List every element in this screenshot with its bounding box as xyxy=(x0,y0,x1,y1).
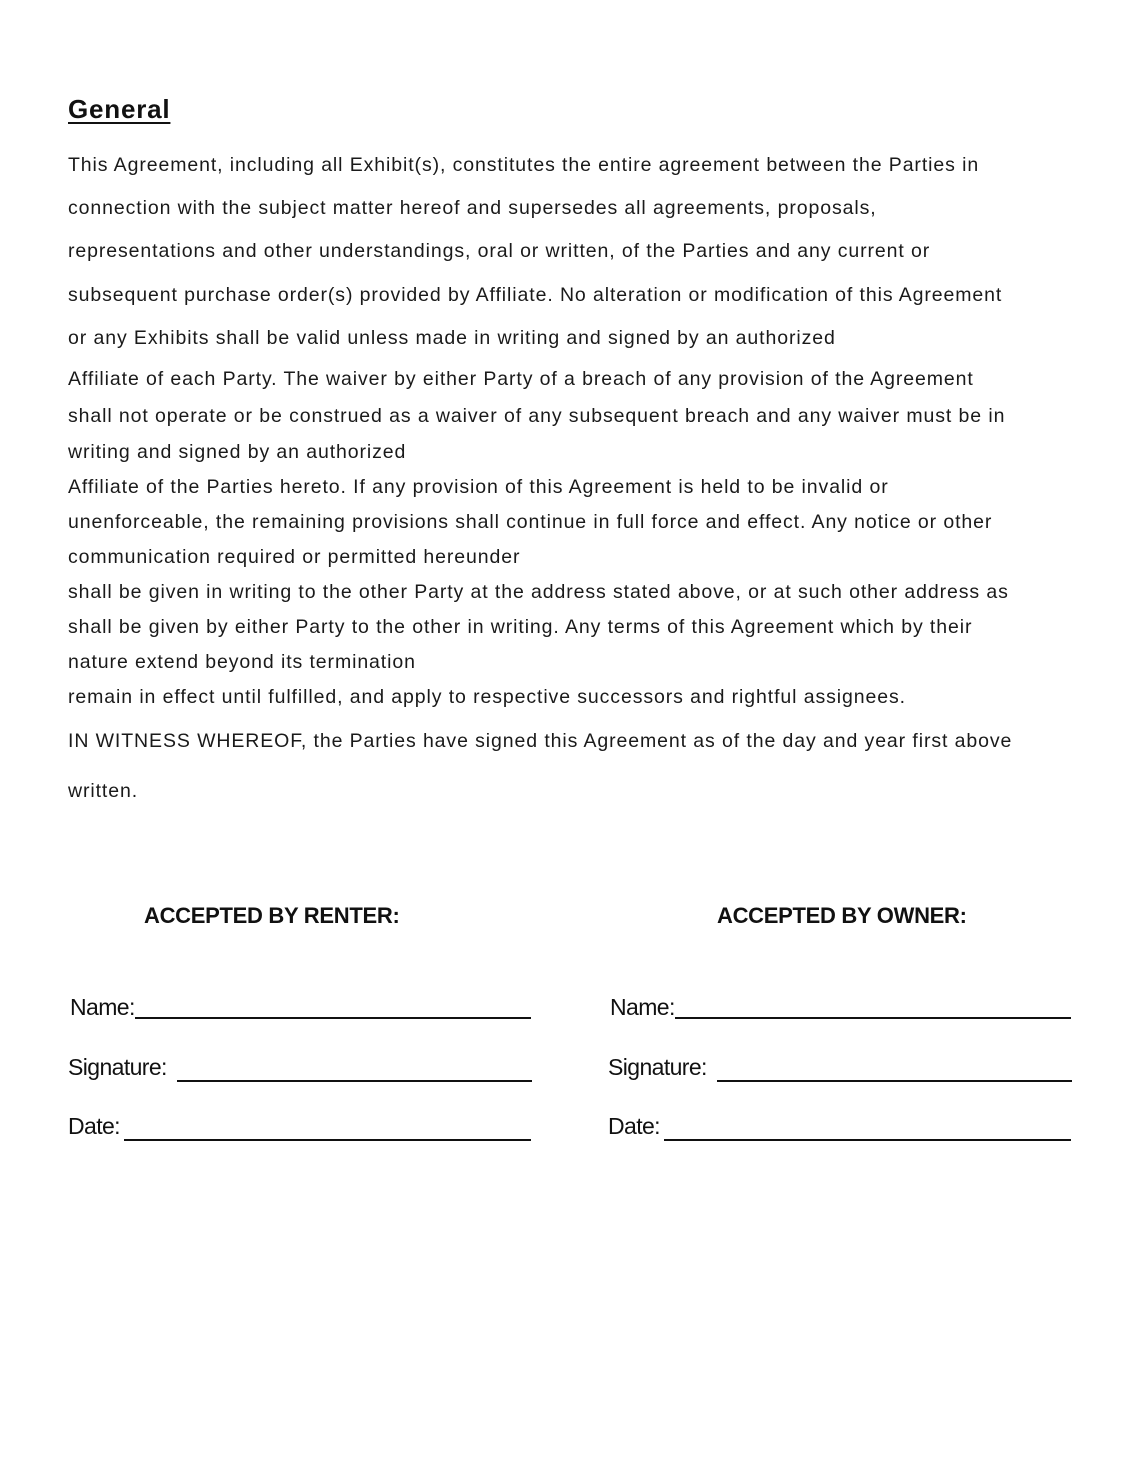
renter-accept-title: ACCEPTED BY RENTER: xyxy=(144,903,400,928)
body-line: connection with the subject matter hereof and supersedes all agreements, proposals, xyxy=(68,197,877,219)
body-line: communication required or permitted hereunder xyxy=(68,546,521,568)
renter-signature-label: Signature: xyxy=(68,1054,167,1080)
body-line: subsequent purchase order(s) provided by Affiliate. No alteration or modification of this Agreement xyxy=(68,284,1003,306)
witness-line: written. xyxy=(68,780,139,802)
body-line: Affiliate of each Party. The waiver by either Party of a breach of any provision of the Agreement xyxy=(68,368,974,390)
witness-line: IN WITNESS WHEREOF, the Parties have signed this Agreement as of the day and year first above xyxy=(68,730,1013,752)
body-line: shall be given in writing to the other Party at the address stated above, or at such other address as xyxy=(68,581,1009,603)
renter-name-label: Name: xyxy=(70,994,135,1020)
owner-accept-title: ACCEPTED BY OWNER: xyxy=(717,903,967,928)
owner-name-label: Name: xyxy=(610,994,675,1020)
body-line: nature extend beyond its termination xyxy=(68,651,416,673)
body-line: unenforceable, the remaining provisions shall continue in full force and effect. Any notice or other xyxy=(68,511,993,533)
body-line: writing and signed by an authorized xyxy=(68,441,407,463)
body-line: remain in effect until fulfilled, and apply to respective successors and rightful assignees. xyxy=(68,686,906,708)
body-line: This Agreement, including all Exhibit(s), constitutes the entire agreement between the Parties in xyxy=(68,154,980,176)
body-line: Affiliate of the Parties hereto. If any provision of this Agreement is held to be invalid or xyxy=(68,476,889,498)
owner-name-line[interactable] xyxy=(675,1017,1071,1019)
renter-date-label: Date: xyxy=(68,1113,120,1139)
renter-signature-line[interactable] xyxy=(177,1080,532,1082)
body-line: representations and other understandings, oral or written, of the Parties and any current or xyxy=(68,240,931,262)
body-line: shall not operate or be construed as a waiver of any subsequent breach and any waiver must be in xyxy=(68,405,1006,427)
body-line: or any Exhibits shall be valid unless made in writing and signed by an authorized xyxy=(68,327,836,349)
owner-date-line[interactable] xyxy=(664,1139,1071,1141)
section-heading: General xyxy=(68,94,171,124)
renter-date-line[interactable] xyxy=(124,1139,531,1141)
renter-name-line[interactable] xyxy=(135,1017,531,1019)
owner-signature-line[interactable] xyxy=(717,1080,1072,1082)
body-line: shall be given by either Party to the other in writing. Any terms of this Agreement which by their xyxy=(68,616,973,638)
owner-date-label: Date: xyxy=(608,1113,660,1139)
owner-signature-label: Signature: xyxy=(608,1054,707,1080)
